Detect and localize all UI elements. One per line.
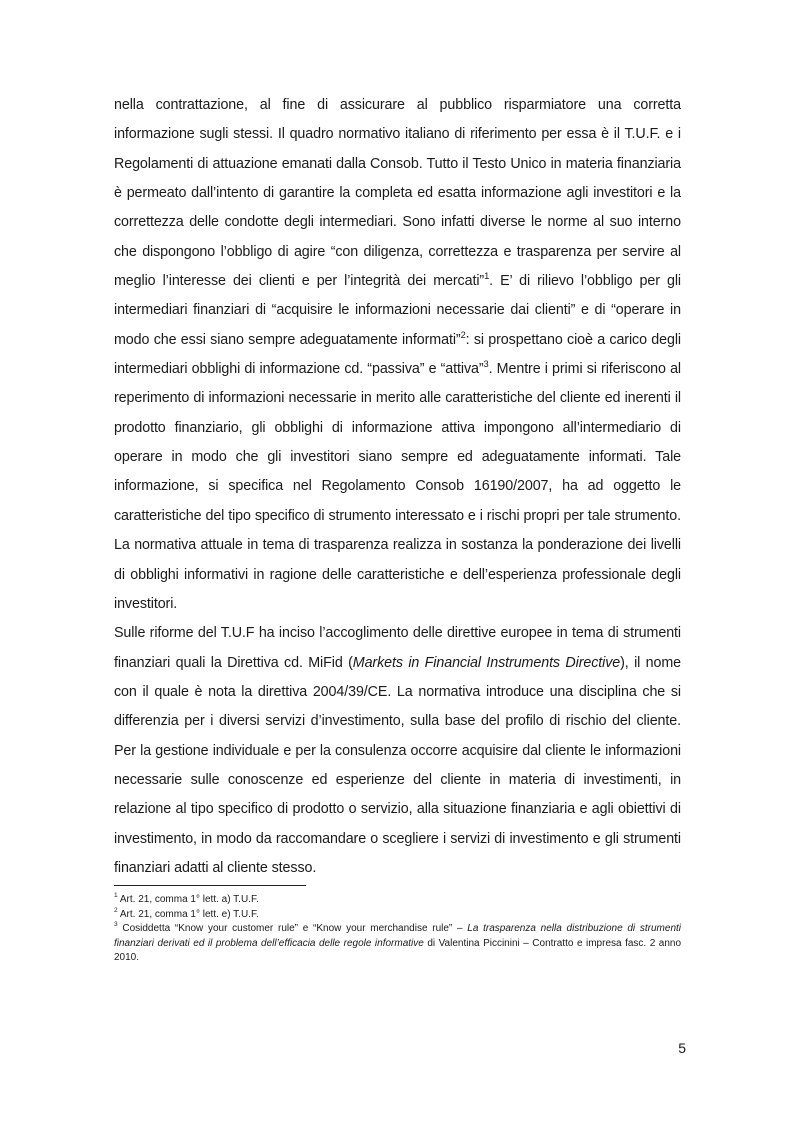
paragraph-1-text-2: . E’ di rilievo l’obbligo per gli intermediari finanziari di “acquisire le informazioni necessarie dai clienti” e di “operare in modo che essi siano sempre adeguatamente informati” bbox=[114, 273, 682, 348]
paragraph-2-text-2: ), il nome con il quale è nota la direttiva 2004/39/CE. La normativa introduce una disciplina che si differenzia per i diversi servizi d’investimento, sulla base del profilo di rischio del cliente. Per la gestione individuale e per la consulenza occorre acquisire dal cliente le informazioni necessarie sulle conoscenze ed esperienze del cliente in materia di investimenti, in relazione al tipo specifico di prodotto o servizio, alla situazione finanziaria e agli obiettivi di investimento, in modo da raccomandare o scegliere i servizi di investimento e gli strumenti finanziari adatti al cliente stesso. bbox=[114, 654, 682, 876]
footnote-3 bbox=[114, 922, 681, 966]
footnote-3-italic: La trasparenza nella distribuzione di strumenti finanziari derivati ed il problema dell’efficacia delle regole informative bbox=[114, 923, 682, 949]
paragraph-1-text-1: nella contrattazione, al fine di assicurare al pubblico risparmiatore una corretta informazione sugli stessi. Il quadro normativo italiano di riferimento per essa è il T.U.F. e i Regolamenti di attuazione emanati dalla Consob. Tutto il Testo Unico in materia finanziaria è permeato dall’intento di garantire la completa ed esatta informazione agli investitori e la correttezza delle condotte degli intermediari. Sono infatti diverse le norme al suo interno che dispongono l’obbligo di agire “con diligenza, correttezza e trasparenza per servire al meglio l’interesse dei clienti e per l’integrità dei mercati” bbox=[114, 97, 681, 290]
footnote-2 bbox=[114, 908, 681, 923]
body-text bbox=[114, 91, 681, 883]
paragraph-2-italic: Markets in Financial Instruments Directive bbox=[352, 654, 621, 671]
paragraph-2 bbox=[114, 619, 681, 883]
footnotes bbox=[114, 893, 681, 966]
footnote-ref-2: 2 bbox=[460, 329, 466, 340]
paragraph-1-text-3: : si prospettano cioè a carico degli intermediari obblighi di informazione cd. “passiva” e “attiva” bbox=[114, 331, 681, 378]
footnote-separator bbox=[114, 885, 306, 886]
paragraph-2-text-1: Sulle riforme del T.U.F ha inciso l’accoglimento delle direttive europee in tema di strumenti finanziari quali la Direttiva cd. MiFid ( bbox=[114, 625, 681, 671]
paragraph-1-text-4: . Mentre i primi si riferiscono al reperimento di informazioni necessarie in merito alle caratteristiche del cliente ed inerenti il prodotto finanziario, gli obblighi di informazione attiva impongono all’intermediario di operare in modo che gli investitori siano sempre ed adeguatamente informati. Tale informazione, si specifica nel Regolamento Consob 16190/2007, ha ad oggetto le caratteristiche del tipo specifico di strumento interessato e i rischi propri per tale strumento. La normativa attuale in tema di trasparenza realizza in sostanza la ponderazione dei livelli di obblighi informativi in ragione delle caratteristiche e dell’esperienza professionale degli investitori. bbox=[114, 361, 682, 612]
footnote-1 bbox=[114, 893, 681, 908]
footnote-ref-1: 1 bbox=[484, 270, 490, 281]
footnote-3-text-b: di Valentina Piccinini – Contratto e impresa fasc. 2 anno 2010. bbox=[114, 937, 682, 963]
footnote-1-text: Art. 21, comma 1° lett. a) T.U.F. bbox=[119, 894, 259, 905]
footnote-1-number: 1 bbox=[114, 892, 118, 900]
paragraph-1 bbox=[114, 91, 681, 619]
footnote-3-number: 3 bbox=[114, 921, 118, 929]
footnote-ref-3: 3 bbox=[483, 358, 489, 369]
footnote-3-text-a: Cosiddetta “Know your customer rule” e “Know your merchandise rule” – bbox=[122, 923, 468, 934]
footnote-2-text: Art. 21, comma 1° lett. e) T.U.F. bbox=[119, 908, 259, 920]
footnote-2-number: 2 bbox=[114, 906, 118, 914]
page-number: 5 bbox=[678, 1040, 686, 1056]
